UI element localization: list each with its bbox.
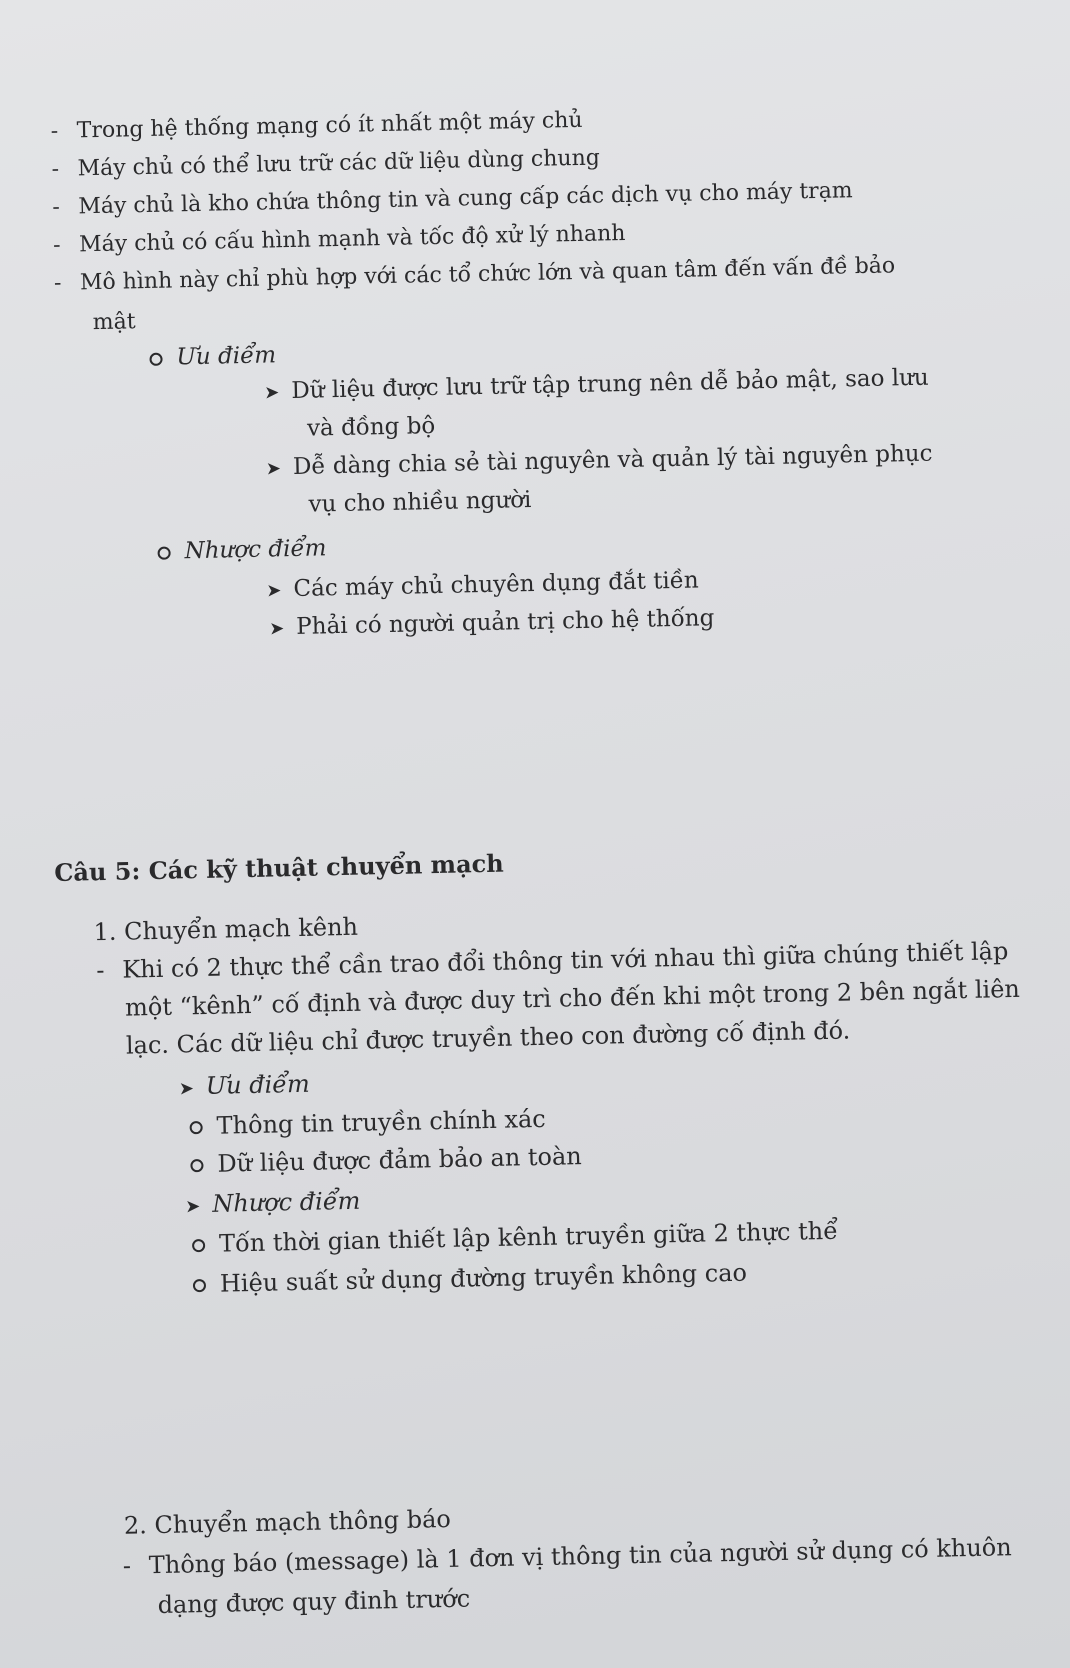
- item2-title: 2. Chuyển mạch thông báo: [123, 1504, 452, 1540]
- bullet-line: - Máy chủ là kho chứa thông tin và cung cấp các dịch vụ cho máy trạm: [52, 178, 853, 220]
- item1-advantages-heading: ➤ Ưu điểm: [178, 1069, 311, 1100]
- item1-disadvantage-item: Tốn thời gian thiết lập kênh truyền giữa 2 thực thể: [192, 1219, 838, 1257]
- item1-disadvantages-heading: ➤ Nhược điểm: [185, 1186, 361, 1218]
- dash-marker: -: [53, 270, 62, 296]
- dash-marker: -: [50, 118, 59, 144]
- item1-desc-line: - Khi có 2 thực thể cần trao đổi thông tin với nhau thì giữa chúng thiết lập: [96, 937, 1009, 985]
- bullet-line: - Trong hệ thống mạng có ít nhất một máy chủ: [50, 107, 583, 144]
- dash-marker: -: [52, 232, 61, 258]
- arrow-bullet-icon: ➤: [266, 580, 282, 602]
- item1-title: 1. Chuyển mạch kênh: [93, 912, 359, 947]
- circle-bullet-icon: [193, 1279, 206, 1292]
- arrow-bullet-icon: ➤: [185, 1196, 201, 1218]
- item1-desc-line: một “kênh” cố định và được duy trì cho đến khi một trong 2 bên ngắt liên: [124, 974, 1021, 1022]
- disadvantage-item: ➤ Phải có người quản trị cho hệ thống: [269, 605, 715, 640]
- arrow-bullet-icon: ➤: [265, 458, 282, 480]
- item1-disadvantage-item: Hiệu suất sử dụng đường truyền không cao: [193, 1261, 748, 1297]
- arrow-bullet-icon: ➤: [269, 618, 285, 640]
- advantage-item: ➤ Dữ liệu được lưu trữ tập trung nên dễ bảo mật, sao lưu: [264, 364, 929, 404]
- question5-heading: Câu 5: Các kỹ thuật chuyển mạch: [53, 848, 504, 888]
- disadvantage-item: ➤ Các máy chủ chuyên dụng đắt tiền: [266, 567, 700, 602]
- item1-advantage-item: Dữ liệu được đảm bảo an toàn: [190, 1144, 582, 1176]
- item1-advantage-item: Thông tin truyền chính xác: [189, 1107, 546, 1138]
- circle-bullet-icon: [157, 546, 170, 559]
- circle-bullet-icon: [190, 1159, 203, 1172]
- dash-marker: -: [122, 1551, 132, 1580]
- dash-marker: -: [51, 156, 60, 182]
- dash-marker: -: [96, 956, 105, 985]
- advantage-item-continuation: vụ cho nhiều người: [308, 486, 532, 518]
- advantage-item: ➤ Dễ dàng chia sẻ tài nguyên và quản lý tài nguyên phục: [265, 440, 933, 480]
- circle-bullet-icon: [192, 1239, 205, 1252]
- bullet-line: - Máy chủ có cấu hình mạnh và tốc độ xử lý nhanh: [52, 220, 626, 258]
- item2-desc-line: dạng được quy đinh trước: [157, 1584, 471, 1620]
- bullet-line: - Mô hình này chỉ phù hợp với các tổ chức lớn và quan tâm đến vấn đề bảo: [53, 253, 896, 296]
- bullet-line: - Máy chủ có thể lưu trữ các dữ liệu dùng chung: [51, 145, 601, 182]
- dash-marker: -: [52, 194, 61, 220]
- bullet-continuation: mật: [92, 309, 136, 336]
- arrow-bullet-icon: ➤: [264, 382, 280, 404]
- advantage-item-continuation: và đồng bộ: [306, 412, 436, 442]
- item2-desc-line: - Thông báo (message) là 1 đơn vị thông tin của người sử dụng có khuôn: [122, 1533, 1012, 1580]
- item1-desc-line: lạc. Các dữ liệu chỉ được truyền theo con đường cố định đó.: [125, 1016, 851, 1060]
- advantages-heading: Ưu điểm: [149, 344, 276, 370]
- arrow-bullet-icon: ➤: [178, 1078, 195, 1100]
- disadvantages-heading: Nhược điểm: [157, 537, 326, 564]
- circle-bullet-icon: [190, 1121, 203, 1134]
- circle-bullet-icon: [149, 352, 162, 365]
